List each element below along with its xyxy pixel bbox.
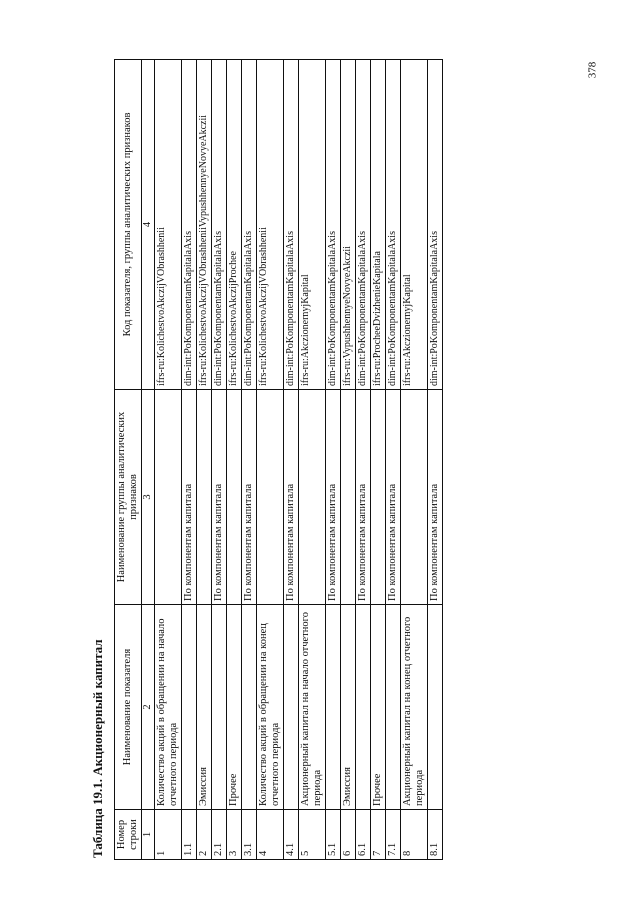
code-cell: ifrs-ru:KolichestvoAkczijProchee: [227, 60, 242, 390]
code-cell: ifrs-ru:KolichestvoAkczijVObrashheniiVypushhennyeNovyeAkczii: [197, 60, 212, 390]
table-row: [257, 60, 284, 860]
code-cell: ifrs-ru:KolichestvoAkczijVObrashhenii: [155, 60, 182, 390]
indicator-name-cell: [212, 605, 227, 810]
group-name-cell: [227, 390, 242, 605]
indicator-name-cell: Количество акций в обращении на конец отчетного периода: [257, 605, 284, 810]
row-number-cell: 3.1: [242, 810, 257, 860]
table-row: [371, 60, 386, 860]
indicator-name-cell: Эмиссия: [341, 605, 356, 810]
row-number-cell: 6.1: [356, 810, 371, 860]
row-number-cell: 1: [155, 810, 182, 860]
table-row: [299, 60, 326, 860]
group-name-cell: По компонентам капитала: [182, 390, 197, 605]
indicator-name-cell: [386, 605, 401, 810]
group-name-cell: [257, 390, 284, 605]
table-row: [197, 60, 212, 860]
row-number-cell: 5.1: [326, 810, 341, 860]
page-number: 378: [585, 61, 598, 79]
header-group-name: Наименование группы аналитических признаков: [115, 390, 142, 605]
row-number-cell: 8.1: [428, 810, 443, 860]
group-name-cell: [401, 390, 428, 605]
code-cell: ifrs-ru:ProcheeDvizhenieKapitala: [371, 60, 386, 390]
group-name-cell: По компонентам капитала: [212, 390, 227, 605]
row-number-cell: 7: [371, 810, 386, 860]
indicator-name-cell: [182, 605, 197, 810]
group-name-cell: [341, 390, 356, 605]
group-name-cell: По компонентам капитала: [326, 390, 341, 605]
row-number-cell: 4: [257, 810, 284, 860]
indicator-name-cell: Количество акций в обращении на начало отчетного периода: [155, 605, 182, 810]
indicator-name-cell: Прочее: [371, 605, 386, 810]
group-name-cell: [299, 390, 326, 605]
code-cell: ifrs-ru:KolichestvoAkczijVObrashhenii: [257, 60, 284, 390]
group-name-cell: По компонентам капитала: [428, 390, 443, 605]
table-row: [356, 60, 371, 860]
code-cell: dim-int:PoKomponentamKapitalaAxis: [428, 60, 443, 390]
row-number-cell: 8: [401, 810, 428, 860]
group-name-cell: По компонентам капитала: [386, 390, 401, 605]
indicator-name-cell: Эмиссия: [197, 605, 212, 810]
table-row: [242, 60, 257, 860]
code-cell: dim-int:PoKomponentamKapitalaAxis: [326, 60, 341, 390]
code-cell: dim-int:PoKomponentamKapitalaAxis: [356, 60, 371, 390]
column-number: 3: [142, 390, 155, 605]
row-number-cell: 7.1: [386, 810, 401, 860]
indicator-name-cell: [356, 605, 371, 810]
table-row: [401, 60, 428, 860]
table-body: [155, 60, 443, 860]
header-row-number: Номер строки: [115, 810, 142, 860]
indicator-name-cell: [428, 605, 443, 810]
row-number-cell: 6: [341, 810, 356, 860]
group-name-cell: [371, 390, 386, 605]
row-number-cell: 2: [197, 810, 212, 860]
row-number-cell: 2.1: [212, 810, 227, 860]
indicator-name-cell: [284, 605, 299, 810]
table-row: [155, 60, 182, 860]
table-row: [182, 60, 197, 860]
table-row: [212, 60, 227, 860]
group-name-cell: По компонентам капитала: [284, 390, 299, 605]
share-capital-table: [114, 59, 443, 860]
indicator-name-cell: [326, 605, 341, 810]
table-row: [227, 60, 242, 860]
header-indicator-name: Наименование показателя: [115, 605, 142, 810]
code-cell: dim-int:PoKomponentamKapitalaAxis: [212, 60, 227, 390]
column-number: 4: [142, 60, 155, 390]
code-cell: ifrs-ru:AkczionernyjKapital: [299, 60, 326, 390]
column-number-row: [142, 60, 155, 860]
row-number-cell: 1.1: [182, 810, 197, 860]
group-name-cell: [155, 390, 182, 605]
table-row: [326, 60, 341, 860]
row-number-cell: 4.1: [284, 810, 299, 860]
group-name-cell: По компонентам капитала: [242, 390, 257, 605]
indicator-name-cell: Акционерный капитал на конец отчетного периода: [401, 605, 428, 810]
group-name-cell: По компонентам капитала: [356, 390, 371, 605]
code-cell: dim-int:PoKomponentamKapitalaAxis: [182, 60, 197, 390]
code-cell: ifrs-ru:AkczionernyjKapital: [401, 60, 428, 390]
group-name-cell: [197, 390, 212, 605]
indicator-name-cell: Акционерный капитал на начало отчетного периода: [299, 605, 326, 810]
header-code: Код показателя, группы аналитических признаков: [115, 60, 142, 390]
column-number: 1: [142, 810, 155, 860]
table-row: [386, 60, 401, 860]
table-row: [428, 60, 443, 860]
column-number: 2: [142, 605, 155, 810]
row-number-cell: 3: [227, 810, 242, 860]
header-row: [115, 60, 142, 860]
indicator-name-cell: [242, 605, 257, 810]
indicator-name-cell: Прочее: [227, 605, 242, 810]
table-row: [341, 60, 356, 860]
table-row: [284, 60, 299, 860]
row-number-cell: 5: [299, 810, 326, 860]
code-cell: dim-int:PoKomponentamKapitalaAxis: [386, 60, 401, 390]
code-cell: ifrs-ru:VypushhennyeNovyeAkczii: [341, 60, 356, 390]
rotated-content: [90, 60, 560, 860]
code-cell: dim-int:PoKomponentamKapitalaAxis: [242, 60, 257, 390]
table-title: Таблица 19.1. Акционерный капитал: [90, 639, 105, 858]
code-cell: dim-int:PoKomponentamKapitalaAxis: [284, 60, 299, 390]
